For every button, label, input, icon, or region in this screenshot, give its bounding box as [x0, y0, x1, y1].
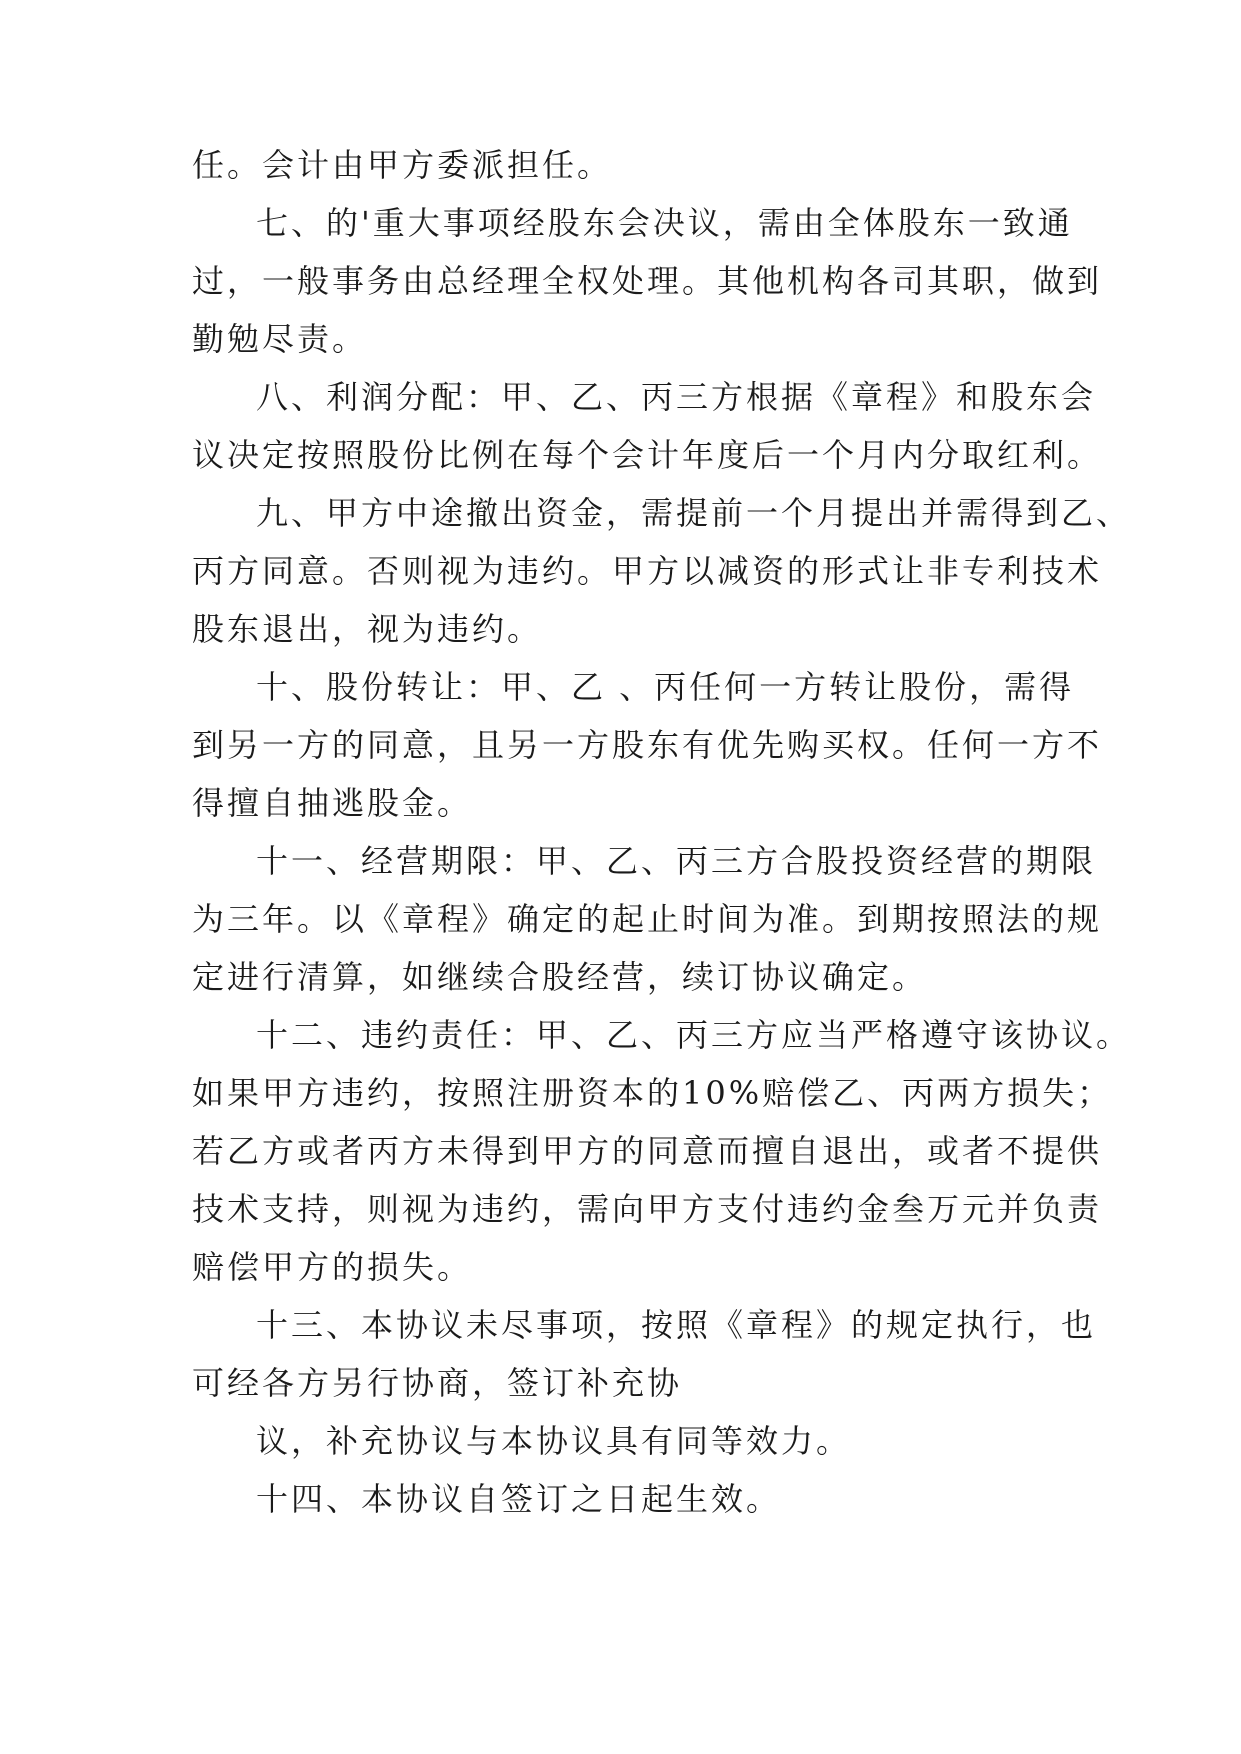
text-line: 十、股份转让：甲、乙 、丙任何一方转让股份，需得: [256, 668, 1075, 706]
text-line: 定进行清算，如继续合股经营，续订协议确定。: [192, 958, 928, 996]
text-line: 十二、违约责任：甲、乙、丙三方应当严格遵守该协议。: [256, 1016, 1132, 1054]
text-line: 十四、本协议自签订之日起生效。: [256, 1480, 782, 1518]
text-line: 到另一方的同意，且另一方股东有优先购买权。任何一方不: [192, 726, 1103, 764]
text-line: 十三、本协议未尽事项，按照《章程》的规定执行，也: [256, 1306, 1097, 1344]
text-line: 十一、经营期限：甲、乙、丙三方合股投资经营的期限: [256, 842, 1097, 880]
text-line: 勤勉尽责。: [192, 320, 368, 358]
text-line: 如果甲方违约，按照注册资本的10%赔偿乙、丙两方损失；: [192, 1074, 1113, 1112]
text-line: 议，补充协议与本协议具有同等效力。: [256, 1422, 852, 1460]
text-line: 八、利润分配：甲、乙、丙三方根据《章程》和股东会: [256, 378, 1097, 416]
text-line: 得擅自抽逃股金。: [192, 784, 473, 822]
text-line: 任。会计由甲方委派担任。: [192, 146, 613, 184]
text-line: 为三年。以《章程》确定的起止时间为准。到期按照法的规: [192, 900, 1103, 938]
text-line: 技术支持，则视为违约，需向甲方支付违约金叁万元并负责: [192, 1190, 1103, 1228]
text-line: 股东退出，视为违约。: [192, 610, 543, 648]
text-line: 若乙方或者丙方未得到甲方的同意而擅自退出，或者不提供: [192, 1132, 1103, 1170]
text-line: 九、甲方中途撤出资金，需提前一个月提出并需得到乙、: [256, 494, 1132, 532]
text-line: 赔偿甲方的损失。: [192, 1248, 473, 1286]
text-line: 过，一般事务由总经理全权处理。其他机构各司其职，做到: [192, 262, 1103, 300]
text-line: 议决定按照股份比例在每个会计年度后一个月内分取红利。: [192, 436, 1103, 474]
text-line: 丙方同意。否则视为违约。甲方以减资的形式让非专利技术: [192, 552, 1103, 590]
text-line: 七、的'重大事项经股东会决议，需由全体股东一致通: [256, 204, 1073, 242]
text-line: 可经各方另行协商，签订补充协: [192, 1364, 683, 1402]
